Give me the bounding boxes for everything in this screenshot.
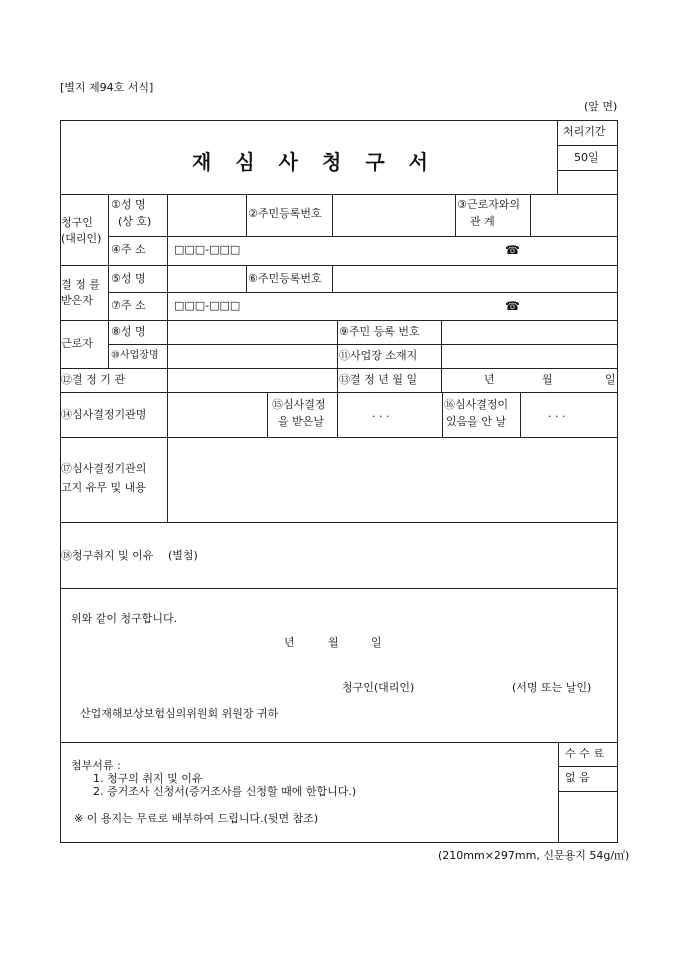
recipient-name-field[interactable] bbox=[168, 266, 246, 292]
purpose-value: (별첨) bbox=[168, 549, 198, 562]
row-line bbox=[60, 392, 618, 393]
declaration-statement: 위와 같이 청구합니다. bbox=[71, 612, 178, 625]
claimant-address-label: ④주 소 bbox=[111, 243, 146, 256]
col-line bbox=[337, 320, 338, 392]
purpose-label: ⑱청구취지 및 이유 bbox=[61, 549, 154, 562]
col-line bbox=[558, 742, 559, 843]
worker-name-field[interactable] bbox=[168, 321, 337, 344]
recipient-rrn-field[interactable] bbox=[333, 266, 617, 292]
claimant-relation-label-2: 관 계 bbox=[470, 215, 495, 228]
title-char: 사 bbox=[278, 150, 298, 174]
col-line bbox=[267, 392, 268, 437]
decision-agency-label: ⑫결 정 기 관 bbox=[61, 373, 125, 386]
declaration-claimant-label: 청구인(대리인) bbox=[342, 681, 415, 694]
declaration-addressee: 산업재해보상보험심의위원회 위원장 귀하 bbox=[80, 707, 279, 720]
notice-field[interactable] bbox=[168, 438, 617, 522]
row-line bbox=[559, 766, 618, 767]
row-line bbox=[60, 588, 618, 589]
claimant-agent-label: (대리인) bbox=[61, 232, 102, 245]
title-char: 심 bbox=[235, 150, 255, 174]
processing-period-field[interactable] bbox=[558, 171, 617, 193]
notice-label: ⑰심사결정기관의 bbox=[61, 462, 147, 475]
phone-icon: ☎ bbox=[505, 299, 520, 313]
review-known-label: ⑯심사결정이 bbox=[444, 398, 509, 411]
form-frame-top bbox=[60, 120, 618, 121]
attachment-item: 1. 청구의 취지 및 이유 bbox=[93, 772, 203, 785]
business-name-label: ⑩사업장명 bbox=[111, 350, 159, 361]
review-known-label-2: 있음을 안 날 bbox=[446, 415, 507, 428]
review-received-label: ⑮심사결정 bbox=[272, 398, 326, 411]
decision-agency-field[interactable] bbox=[168, 369, 337, 392]
title-divider bbox=[557, 145, 617, 146]
form-frame-right bbox=[617, 120, 618, 843]
col-line bbox=[442, 392, 443, 437]
review-known-date[interactable]: · · · bbox=[548, 410, 566, 423]
review-agency-label: ⑭심사결정기관명 bbox=[61, 408, 147, 421]
declaration-year: 년 bbox=[284, 636, 295, 649]
recipient-rrn-label: ⑥주민등록번호 bbox=[248, 272, 322, 285]
declaration-day: 일 bbox=[371, 636, 382, 649]
form-number: [별지 제94호 서식] bbox=[60, 81, 154, 94]
row-line bbox=[60, 742, 618, 743]
row-line bbox=[60, 522, 618, 523]
review-agency-field[interactable] bbox=[168, 393, 267, 437]
row-line bbox=[559, 791, 618, 792]
title-char: 구 bbox=[365, 150, 385, 174]
review-received-label-2: 을 받은날 bbox=[278, 415, 325, 428]
title-char: 서 bbox=[408, 150, 428, 174]
decision-year: 년 bbox=[484, 373, 495, 386]
fee-value: 없 음 bbox=[565, 771, 590, 784]
recipient-address-label: ⑦주 소 bbox=[111, 299, 146, 312]
notice-label-2: 고지 유무 및 내용 bbox=[61, 481, 146, 494]
declaration-signature-label[interactable]: (서명 또는 날인) bbox=[512, 681, 592, 694]
decision-month: 월 bbox=[542, 373, 553, 386]
worker-rrn-label: ⑨주민 등록 번호 bbox=[339, 325, 420, 338]
recipient-group-label-2: 받은자 bbox=[61, 294, 93, 307]
decision-date-label: ⑬결 정 년 월 일 bbox=[339, 373, 418, 386]
col-line bbox=[246, 265, 247, 292]
claimant-rrn-field[interactable] bbox=[333, 195, 455, 236]
phone-icon: ☎ bbox=[505, 243, 520, 257]
business-name-field[interactable] bbox=[168, 345, 337, 368]
claimant-relation-field[interactable] bbox=[531, 195, 617, 236]
paper-spec: (210mm×297mm, 신문용지 54g/㎡) bbox=[438, 849, 630, 862]
row-line bbox=[108, 236, 618, 237]
worker-rrn-field[interactable] bbox=[442, 321, 617, 344]
recipient-group-label: 결 정 를 bbox=[61, 278, 100, 291]
business-location-label: ⑪사업장 소재지 bbox=[339, 349, 418, 362]
claimant-rrn-label: ②주민등록번호 bbox=[248, 207, 322, 220]
business-location-field[interactable] bbox=[442, 345, 617, 368]
col-line bbox=[455, 194, 456, 236]
recipient-name-label: ⑤성 명 bbox=[111, 272, 146, 285]
front-side-label: (앞 면) bbox=[584, 100, 618, 113]
attachments-heading: 첨부서류 : bbox=[71, 759, 121, 772]
processing-period-label: 처리기간 bbox=[563, 125, 606, 138]
row-line bbox=[60, 368, 618, 369]
processing-period-value: 50일 bbox=[574, 151, 599, 164]
worker-group-label: 근로자 bbox=[61, 337, 93, 350]
free-distribution-note: ※ 이 용지는 무료로 배부하여 드립니다.(뒷면 참조) bbox=[74, 812, 319, 825]
fee-label: 수 수 료 bbox=[565, 747, 604, 760]
attachment-item: 2. 증거조사 신청서(증거조사를 신청할 때에 한합니다.) bbox=[93, 785, 357, 798]
title-char: 재 bbox=[192, 150, 212, 174]
col-line bbox=[108, 194, 109, 368]
claimant-trade-name-label: (상 호) bbox=[118, 215, 152, 228]
claimant-postcode[interactable]: □□□-□□□ bbox=[174, 243, 241, 256]
title-char: 청 bbox=[321, 150, 342, 174]
declaration-month: 월 bbox=[328, 636, 339, 649]
claimant-relation-label: ③근로자와의 bbox=[457, 198, 520, 211]
claimant-name-label: ①성 명 bbox=[111, 198, 146, 211]
decision-day: 일 bbox=[605, 373, 616, 386]
col-line bbox=[520, 392, 521, 437]
form-frame-bottom bbox=[60, 842, 618, 843]
col-line bbox=[246, 194, 247, 236]
col-line bbox=[337, 392, 338, 437]
worker-name-label: ⑧성 명 bbox=[111, 325, 146, 338]
review-received-date[interactable]: · · · bbox=[372, 410, 390, 423]
row-line bbox=[108, 292, 618, 293]
claimant-name-field[interactable] bbox=[168, 195, 246, 236]
claimant-group-label: 청구인 bbox=[61, 216, 93, 229]
form-title bbox=[192, 146, 452, 175]
recipient-postcode[interactable]: □□□-□□□ bbox=[174, 299, 241, 312]
